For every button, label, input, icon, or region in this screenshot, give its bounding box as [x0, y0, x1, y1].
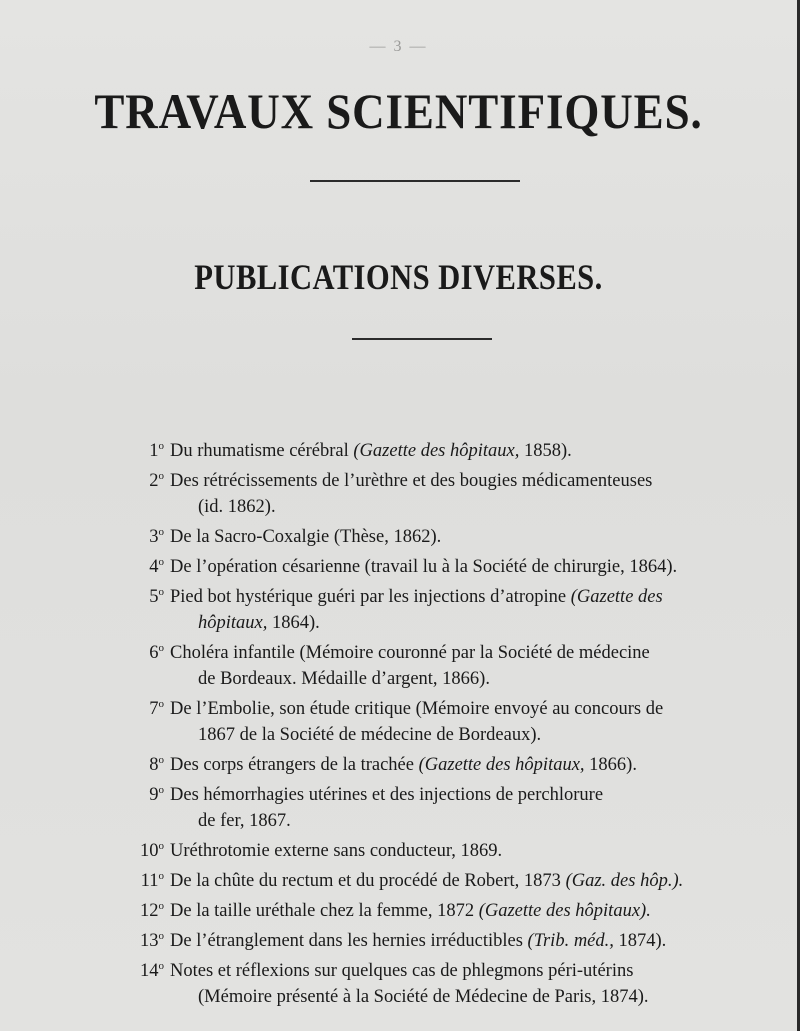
publication-item [130, 868, 720, 894]
section-divider [352, 338, 492, 340]
publication-item [130, 696, 720, 748]
publication-item [130, 752, 720, 778]
publication-item [130, 438, 720, 464]
publication-text: Des corps étrangers de la trachée (Gazette des hôpitaux, 1866). [170, 755, 637, 775]
publication-item [130, 640, 720, 692]
publication-number: 11$^o$ [140, 869, 164, 891]
publication-number: 6$^o$ [149, 641, 164, 663]
publication-number: 9$^o$ [149, 783, 164, 805]
publication-item [130, 782, 720, 834]
publication-item [130, 584, 720, 636]
publication-text: De la chûte du rectum et du procédé de Robert, 1873 (Gaz. des hôp.). [170, 871, 684, 891]
publication-text: Des hémorrhagies utérines et des injections de perchlorure de fer, 1867. [170, 785, 604, 831]
publication-item [130, 958, 720, 1010]
page-title: TRAVAUX SCIENTIFIQUES. [94, 83, 703, 139]
publication-number: 10$^o$ [140, 839, 164, 861]
publication-text: Notes et réflexions sur quelques cas de phlegmons péri-utérins (Mémoire présenté à la Société de Médecine de Paris, 1874). [170, 961, 649, 1007]
publication-number: 5$^o$ [149, 585, 164, 607]
publication-item [130, 524, 720, 550]
publication-item [130, 928, 720, 954]
publication-text: De l’opération césarienne (travail lu à la Société de chirurgie, 1864). [170, 557, 678, 577]
publication-item [130, 898, 720, 924]
publication-number: 14$^o$ [140, 959, 164, 981]
publication-number: 3$^o$ [149, 525, 164, 547]
section-heading: PUBLICATIONS DIVERSES. [194, 257, 603, 297]
publication-text: Du rhumatisme cérébral (Gazette des hôpitaux, 1858). [170, 441, 572, 461]
publication-list [130, 438, 720, 1014]
publication-number: 7$^o$ [149, 697, 164, 719]
publication-text: Uréthrotomie externe sans conducteur, 1869. [170, 841, 503, 861]
publication-number: 8$^o$ [149, 753, 164, 775]
publication-item [130, 468, 720, 520]
publication-item [130, 554, 720, 580]
publication-number: 1$^o$ [149, 439, 164, 461]
publication-text: Choléra infantile (Mémoire couronné par la Société de médecine de Bordeaux. Médaille d’argent, 1866). [170, 643, 650, 689]
publication-text: Pied bot hystérique guéri par les injections d’atropine (Gazette des hôpitaux, 1864). [170, 587, 663, 633]
publication-text: De la taille uréthale chez la femme, 1872 (Gazette des hôpitaux). [170, 901, 651, 921]
publication-item [130, 838, 720, 864]
publication-text: Des rétrécissements de l’urèthre et des bougies médicamenteuses (id. 1862). [170, 471, 653, 517]
title-divider [310, 180, 520, 182]
publication-number: 12$^o$ [140, 899, 164, 921]
publication-number: 2$^o$ [149, 469, 164, 491]
publication-number: 4$^o$ [149, 555, 164, 577]
publication-text: De l’Embolie, son étude critique (Mémoire envoyé au concours de 1867 de la Société de médecine de Bordeaux). [170, 699, 664, 745]
publication-text: De la Sacro-Coxalgie (Thèse, 1862). [170, 527, 442, 547]
publication-text: De l’étranglement dans les hernies irréductibles (Trib. méd., 1874). [170, 931, 667, 951]
publication-number: 13$^o$ [140, 929, 164, 951]
page-number: — 3 — [369, 38, 428, 55]
